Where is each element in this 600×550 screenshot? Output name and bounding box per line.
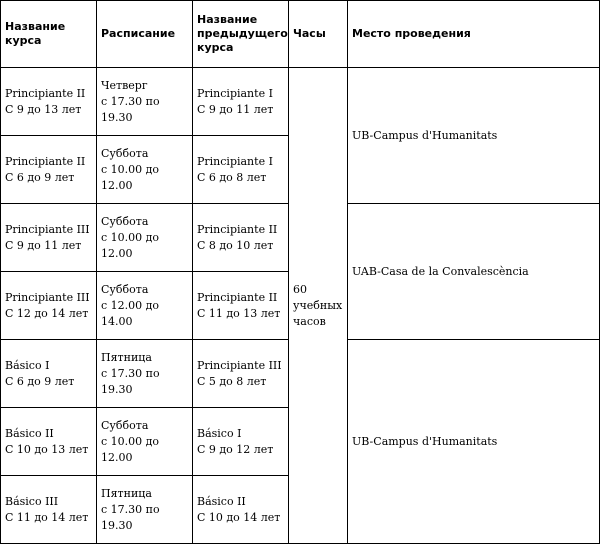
- previous-course-name: Principiante I: [197, 86, 273, 100]
- previous-course-cell: [193, 272, 289, 340]
- schedule-cell: [97, 476, 193, 544]
- course-cell: [1, 408, 97, 476]
- schedule-day: Суббота: [101, 146, 149, 160]
- schedule-time-end: 19.30: [101, 110, 133, 124]
- schedule-day: Пятница: [101, 486, 152, 500]
- previous-course-age: С 9 до 11 лет: [197, 102, 274, 116]
- schedule-cell: [97, 272, 193, 340]
- schedule-time-end: 12.00: [101, 450, 133, 464]
- venue-name: UB-Campus d'Humanitats: [352, 128, 498, 142]
- previous-course-age: С 6 до 8 лет: [197, 170, 267, 184]
- table-row: [1, 68, 600, 136]
- schedule-time-end: 12.00: [101, 246, 133, 260]
- previous-course-name: Principiante II: [197, 222, 278, 236]
- header-hours: Часы: [289, 1, 348, 68]
- course-name: Básico III: [5, 494, 59, 508]
- hours-cell: [289, 68, 348, 544]
- schedule-time-end: 19.30: [101, 382, 133, 396]
- header-venue: Место проведения: [348, 1, 600, 68]
- previous-course-cell: [193, 340, 289, 408]
- schedule-time: с 17.30 по: [101, 366, 160, 380]
- course-cell: [1, 340, 97, 408]
- venue-cell: [348, 340, 600, 544]
- schedule-time-end: 19.30: [101, 518, 133, 532]
- course-name: Básico II: [5, 426, 54, 440]
- schedule-cell: [97, 340, 193, 408]
- schedule-cell: [97, 136, 193, 204]
- schedule-cell: [97, 68, 193, 136]
- venue-cell: [348, 204, 600, 340]
- previous-course-name: Principiante III: [197, 358, 282, 372]
- schedule-time: с 10.00 до: [101, 162, 160, 176]
- previous-course-age: С 10 до 14 лет: [197, 510, 281, 524]
- schedule-time: с 17.30 по: [101, 502, 160, 516]
- previous-course-name: Básico I: [197, 426, 242, 440]
- previous-course-age: С 9 до 12 лет: [197, 442, 274, 456]
- schedule-time-end: 12.00: [101, 178, 133, 192]
- schedule-day: Суббота: [101, 282, 149, 296]
- schedule-day: Суббота: [101, 418, 149, 432]
- previous-course-name: Principiante II: [197, 290, 278, 304]
- course-cell: [1, 136, 97, 204]
- course-cell: [1, 272, 97, 340]
- previous-course-name: Principiante I: [197, 154, 273, 168]
- hours-value: 60 учебных часов: [293, 282, 343, 328]
- course-age: С 9 до 11 лет: [5, 238, 82, 252]
- header-row: [1, 1, 600, 68]
- venue-cell: [348, 68, 600, 204]
- schedule-day: Суббота: [101, 214, 149, 228]
- course-cell: [1, 68, 97, 136]
- course-cell: [1, 204, 97, 272]
- venue-name: UAB-Casa de la Convalescència: [352, 264, 529, 278]
- previous-course-name: Básico II: [197, 494, 246, 508]
- schedule-day: Пятница: [101, 350, 152, 364]
- course-age: С 6 до 9 лет: [5, 170, 75, 184]
- header-schedule: Расписание: [97, 1, 193, 68]
- header-previous-course: Название предыдущего курса: [193, 1, 289, 68]
- course-name: Principiante III: [5, 222, 90, 236]
- previous-course-cell: [193, 136, 289, 204]
- course-age: С 10 до 13 лет: [5, 442, 89, 456]
- previous-course-cell: [193, 68, 289, 136]
- course-age: С 9 до 13 лет: [5, 102, 82, 116]
- header-course-name: Название курса: [1, 1, 97, 68]
- course-name: Principiante III: [5, 290, 90, 304]
- course-cell: [1, 476, 97, 544]
- schedule-time: с 17.30 по: [101, 94, 160, 108]
- previous-course-age: С 11 до 13 лет: [197, 306, 281, 320]
- previous-course-cell: [193, 408, 289, 476]
- previous-course-cell: [193, 476, 289, 544]
- course-name: Básico I: [5, 358, 50, 372]
- schedule-cell: [97, 204, 193, 272]
- course-name: Principiante II: [5, 154, 86, 168]
- schedule-time-end: 14.00: [101, 314, 133, 328]
- previous-course-age: С 8 до 10 лет: [197, 238, 274, 252]
- previous-course-cell: [193, 204, 289, 272]
- schedule-day: Четверг: [101, 78, 148, 92]
- schedule-time: с 10.00 до: [101, 230, 160, 244]
- course-name: Principiante II: [5, 86, 86, 100]
- venue-name: UB-Campus d'Humanitats: [352, 434, 498, 448]
- previous-course-age: С 5 до 8 лет: [197, 374, 267, 388]
- schedule-time: с 12.00 до: [101, 298, 160, 312]
- course-age: С 12 до 14 лет: [5, 306, 89, 320]
- schedule-cell: [97, 408, 193, 476]
- course-age: С 11 до 14 лет: [5, 510, 89, 524]
- schedule-time: с 10.00 до: [101, 434, 160, 448]
- course-age: С 6 до 9 лет: [5, 374, 75, 388]
